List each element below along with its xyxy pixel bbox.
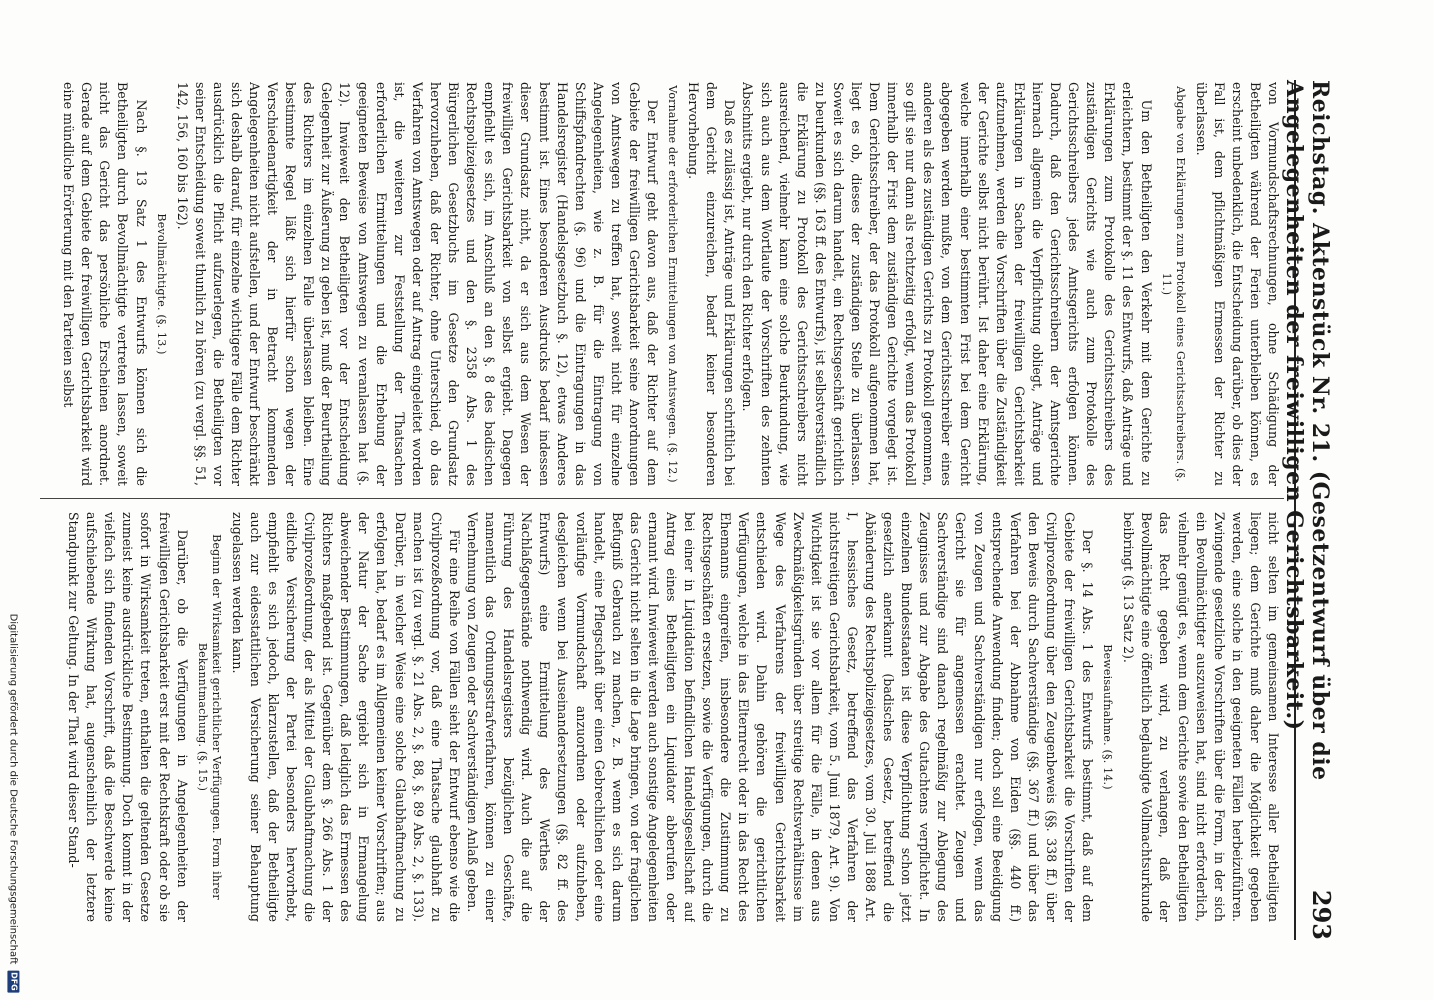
section-heading: Beweisaufnahme. (§. 14.) — [1101, 644, 1115, 790]
left-column — [30, 82, 1282, 486]
dfg-logo-icon: DFG — [9, 972, 18, 991]
section-heading: Abgabe von Erklärungen zum Protokoll eines Gerichtsschreibers. (§. 11.) — [1159, 86, 1187, 482]
paragraph: nicht selten im gemeinsamen Interesse aller Betheiligten liegen; dem Gerichte muß daher die Möglichkeit gegeben werden, eine solche in den geeigneten Fällen herbeizuführen. Zwingende gesetzliche Vorschriften über die Form, in der sich ein Bevollmächtigter auszuweisen hat, sind nicht erforderlich, vielmehr genügt es, wenn dem Gerichte sowie den Betheiligten das Recht gegeben wird, zu verlangen, daß der Bevollmächtigte eine öffentlich beglaubigte Vollmachtsurkunde beibringt (§. 13 Satz 2). — [1121, 512, 1281, 922]
paragraph: Für eine Reihe von Fällen sieht der Entwurf ebenso wie die Civilprozeßordnung vor, daß eine Thatsache glaubhaft zu machen ist (zu vergl. §. 21 Abs. 2, §. 88, §. 89 Abs. 2, §. 133). Darüber, in welcher Weise eine solche Glaubhaftmachung zu erfolgen hat, bedarf es im Allgemeinen keiner Vorschriften; aus der Natur der Sache ergiebt sich in Ermangelung abweichender Bestimmungen, daß lediglich das Ermessen des Richters maßgebend ist. Gegenüber dem §. 266 Abs. 1 der Civilprozeßordnung, der als Mittel der Glaubhaftmachung die eidliche Versicherung der Partei besonders hervorhebt, empfiehlt es sich jedoch, klarzustellen, daß der Betheiligte auch zur eidesstattlichen Versicherung seiner Behauptung zugelassen werden kann. — [229, 512, 462, 922]
right-column — [30, 512, 1282, 922]
section-heading: Beginn der Wirksamkeit gerichtlicher Verfügungen. Form ihrer Bekanntmachung. (§. 15.) — [195, 534, 223, 900]
paragraph: Darüber, ob die Verfügungen in Angelegenheiten der freiwilligen Gerichtsbarkeit erst mit der Rechtskraft oder ob sie sofort in Wirksamkeit treten, enthalten die geltenden Gesetze zumeist keine ausdrückliche Bestimmung. Doch kommt in der vielfach sich findenden Vorschrift, daß die Beschwerde keine aufschiebende Wirkung hat, augenscheinlich der letztere Standpunkt zur Geltung. In der That wird dieser Stand- — [66, 512, 190, 922]
digitization-credit — [2, 608, 24, 998]
page-header — [1281, 80, 1336, 940]
paragraph: von Vormundschaftsrechnungen, ohne Schädigung der Betheiligten während der Ferien unterbleiben können, es erscheint unbedenklich, die Entscheidung darüber, ob dies der Fall ist, dem pflichtmäßigen Ermessen der Richter zu überlassen. — [1193, 82, 1281, 486]
credit-text: Digitalisierung gefördert durch die Deutsche Forschungsgemeinschaft — [7, 613, 19, 965]
paragraph: Der Entwurf geht davon aus, daß der Richter auf dem Gebiete der freiwilligen Gerichtsbarkeit seine Anordnungen von Amtswegen zu treffen hat, soweit nicht für einzelne Angelegenheiten, wie z. B. für die Eintragung von Schiffspfandrechten (§. 96) und die Eintragungen in das Handelsregister (Handelsgesetzbuch §. 12), etwas Anderes bestimmt ist. Eines besonderen Ausdrucks bedarf indessen dieser Grundsatz nicht, da er sich aus dem Wesen der freiwilligen Gerichtsbarkeit von selbst ergiebt. Dagegen empfiehlt es sich, im Anschluß an den §. 8 des badischen Rechtspolizeigesetzes und den §. 2358 Abs. 1 des Bürgerlichen Gesetzbuchs im Gesetze den Grundsatz hervorzuheben, daß der Richter, ohne Unterschied, ob das Verfahren von Amtswegen oder auf Antrag eingeleitet worden ist, die weiteren zur Feststellung der Thatsachen erforderlichen Ermittelungen und die Erhebung der geeigneten Beweise von Amtswegen zu veranlassen hat (§. 12). Inwieweit den Betheiligten vor der Entscheidung Gelegenheit zur Äußerung zu geben ist, muß der Beurtheilung des Richters im einzelnen Falle überlassen bleiben. Eine bestimmte Regel läßt sich hierfür schon wegen der Verschiedenartigkeit der in Betracht kommenden Angelegenheiten nicht aufstellen, und der Entwurf beschränkt sich deshalb darauf, für einzelne wichtigere Fälle dem Richter ausdrücklich die Pflicht aufzuerlegen, die Betheiligten vor seiner Entscheidung soweit thunlich zu hören (zu vergl. §§. 51, 142, 156, 160 bis 162). — [174, 82, 661, 486]
section-heading: Bevollmächtigte. (§. 13.) — [154, 213, 168, 355]
section-heading: Vornahme der erforderlichen Ermittelungen von Amtswegen. (§. 12.) — [666, 85, 680, 483]
column-divider — [40, 498, 1284, 499]
running-title: Reichstag. Aktenstück Nr. 21. (Gesetzentwurf über die Angelegenheiten der freiwilligen Gerichtsbarkeit.) — [1281, 80, 1333, 781]
page-number: 293 — [1307, 889, 1336, 940]
paragraph: Nach §. 13 Satz 1 des Entwurfs können sich die Betheiligten durch Bevollmächtigte vertreten lassen, soweit nicht das Gericht das persönliche Erscheinen anordnet. Gerade auf dem Gebiete der freiwilligen Gerichtsbarkeit wird eine mündliche Erörterung mit den Parteien selbst — [61, 82, 149, 486]
paragraph: Um den Betheiligten den Verkehr mit dem Gerichte zu erleichtern, bestimmt der §. 11 des Entwurfs, daß Anträge und Erklärungen zum Protokolle des Gerichtsschreibers des zuständigen Gerichts wie auch zum Protokolle des Gerichtsschreibers jedes Amtsgerichts erfolgen können. Dadurch, daß den Gerichtsschreibern der Amtsgerichte hiernach allgemein die Verpflichtung obliegt, Anträge und Erklärungen in Sachen der freiwilligen Gerichtsbarkeit aufzunehmen, werden die Vorschriften über die Zuständigkeit der Gerichte selbst nicht berührt. Ist daher eine Erklärung, welche innerhalb einer bestimmten Frist bei dem Gericht abgegeben werden mußte, von dem Gerichtsschreiber eines anderen als des zuständigen Gerichts zu Protokoll genommen, so gilt sie nur dann als rechtzeitig erfolgt, wenn das Protokoll innerhalb der Frist dem zuständigen Gerichte vorgelegt ist. Dem Gerichtsschreiber, der das Protokoll aufgenommen hat, liegt es ob, dieses der zuständigen Stelle zu überlassen. Soweit es sich darum handelt, ein Rechtsgeschäft gerichtlich zu beurkunden (§§. 163 ff. des Entwurfs), ist selbstverständlich die Erklärung zu Protokoll des Gerichtsschreibers nicht ausreichend, vielmehr kann eine solche Beurkundung, wie sich auch aus dem Wortlaute der Vorschriften des zehnten Abschnitts ergiebt, nur durch den Richter erfolgen. — [740, 82, 1154, 486]
paragraph: Der §. 14 Abs. 1 des Entwurfs bestimmt, daß auf dem Gebiete der freiwilligen Gerichtsbarkeit die Vorschriften der Civilprozeßordnung über den Zeugenbeweis (§§. 338 ff.) über den Beweis durch Sachverständige (§§. 367 ff.) und über das Verfahren bei der Abnahme von Eiden (§§. 440 ff.) entsprechende Anwendung finden; doch soll eine Beeidigung von Zeugen und Sachverständigen nur erfolgen, wenn das Gericht sie für angemessen erachtet. Zeugen und Sachverständige sind danach regelmäßig zur Ablegung des Zeugnisses und zur Abgabe des Gutachtens verpflichtet. In einzelnen Bundesstaaten ist diese Verpflichtung schon jetzt gesetzlich anerkannt (badisches Gesetz, betreffend die Abänderung des Rechtspolizeigesetzes, vom 30. Juli 1888 Art. I, hessisches Gesetz, betreffend das Verfahren der nichtstreitigen Gerichtsbarkeit, vom 5. Juni 1879, Art. 9). Von Wichtigkeit ist sie vor allem für die Fälle, in denen aus Zweckmäßigkeitsgründen über streitige Rechtsverhältnisse im Wege des Verfahrens der freiwilligen Gerichtsbarkeit entschieden wird. Dahin gehören die gerichtlichen Verfügungen, welche in das Elternrecht oder in das Recht des Ehemanns eingreifen, insbesondere die Zustimmung zu Rechtsgeschäften ersetzen, sowie die Verfügungen, durch die bei einer in Liquidation befindlichen Handelsgesellschaft auf Antrag eines Betheiligten ein Liquidator abberufen oder ernannt wird. Inwieweit werden auch sonstige Angelegenheiten das Gericht nicht selten in die Lage bringen, von der fraglichen Befugniß Gebrauch zu machen, z. B. wenn es sich darum handelt, eine Pflegschaft über einen Gebrechlichen oder eine vorläufige Vormundschaft anzuordnen oder aufzuheben, desgleichen wenn bei Auseinandersetzungen (§§. 82 ff. des Entwurfs) eine Ermittelung des Werthes der Nachlaßgegenstände nothwendig wird. Auch die auf die Führung des Handelsregisters bezüglichen Geschäfte, namentlich das Ordnungsstrafverfahren, können zu einer Vernehmung von Zeugen oder Sachverständigen Anlaß geben. — [464, 512, 1096, 922]
paragraph: Daß es zulässig ist, Anträge und Erklärungen schriftlich bei dem Gericht einzureichen, bedarf keiner besonderen Hervorhebung. — [686, 82, 738, 486]
